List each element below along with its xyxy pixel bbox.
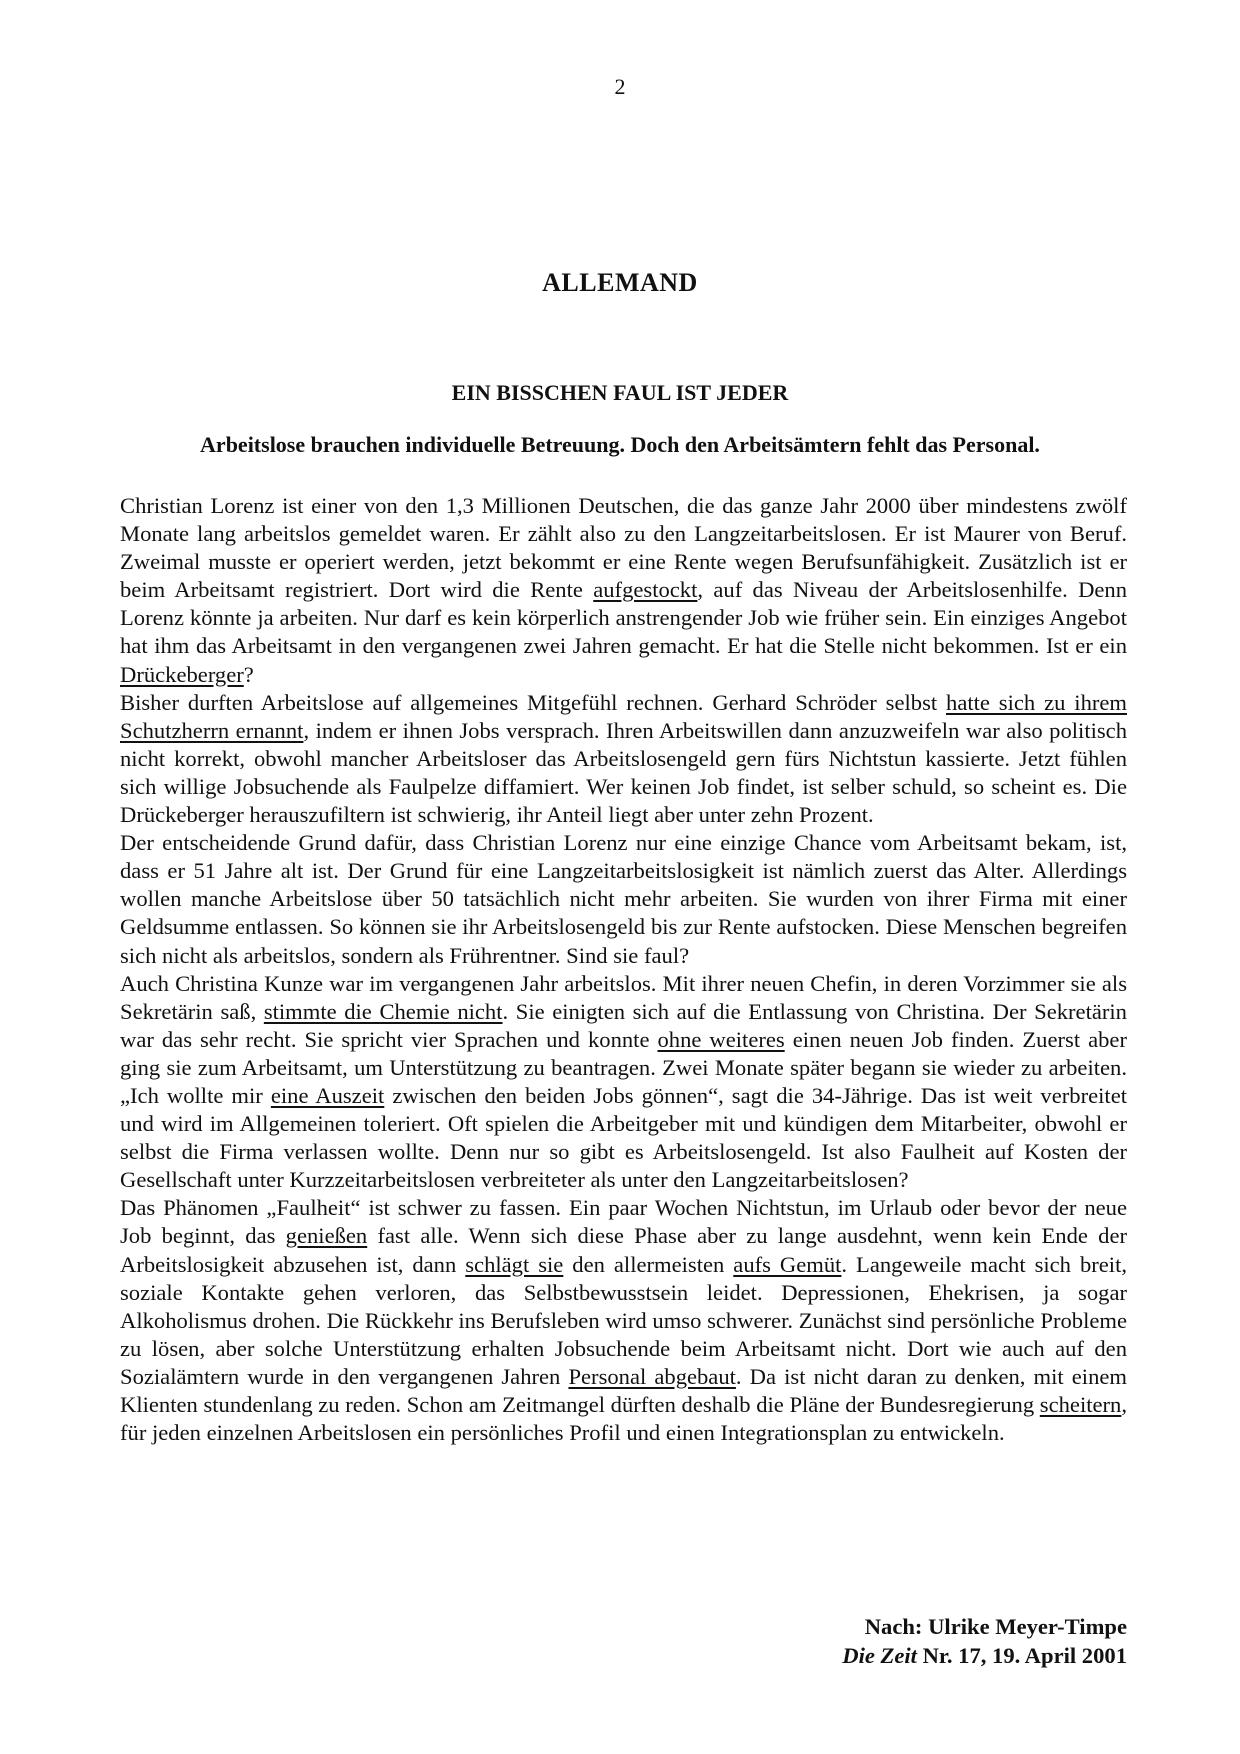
paragraph-3: Der entscheidende Grund dafür, dass Christian Lorenz nur eine einzige Chance vom Arbeitsamt bekam, ist, dass er 51 Jahre alt ist. Der Grund für eine Langzeitarbeitslosigkeit ist nämlich zuerst das Alter. Allerdings wollen manche Arbeitslose über 50 tatsächlich nicht mehr arbeiten. Sie wurden von ihrer Firma mit einer Geldsumme entlassen. So können sie ihr Arbeitslosengeld bis zur Rente aufstocken. Diese Menschen begreifen sich nicht als arbeitslos, sondern als Frührentner. Sind sie faul? bbox=[120, 830, 1127, 968]
underlined-term: ohne weiteres bbox=[657, 1026, 785, 1052]
article-title: EIN BISSCHEN FAUL IST JEDER bbox=[451, 380, 789, 405]
paragraph-1: Christian Lorenz ist einer von den 1,3 Millionen Deutschen, die das ganze Jahr 2000 über mindestens zwölf Monate lang arbeitslos gemeldet waren. Er zählt also zu den Langzeitarbeitslosen. Er ist Maurer von Beruf. Zweimal musste er operiert werden, jetzt bekommt er eine Rente wegen Berufsunfähigkeit. Zusätzlich ist er beim Arbeitsamt registriert. Dort wird die Rente aufgestockt, auf das Niveau der Arbeitslosenhilfe. Denn Lorenz könnte ja arbeiten. Nur darf es kein körperlich anstrengender Job wie früher sein. Ein einziges Angebot hat ihm das Arbeitsamt in den vergangenen zwei Jahren gemacht. Er hat die Stelle nicht bekommen. Ist er ein Drückeberger? bbox=[120, 493, 1128, 687]
page-number: 2 bbox=[614, 74, 626, 99]
source-publication-line bbox=[842, 1641, 1127, 1670]
article-subtitle: Arbeitslose brauchen individuelle Betreuung. Doch den Arbeitsämtern fehlt das Personal. bbox=[200, 432, 1040, 457]
article-body bbox=[120, 492, 1127, 1447]
underlined-term: aufs Gemüt bbox=[733, 1251, 842, 1277]
underlined-term: schlägt sie bbox=[465, 1251, 564, 1277]
paragraph-5: Das Phänomen „Faulheit“ ist schwer zu fassen. Ein paar Wochen Nichtstun, im Urlaub oder bevor der neue Job beginnt, das genießen fast alle. Wenn sich diese Phase aber zu lange ausdehnt, wenn kein Ende der Arbeitslosigkeit abzusehen ist, dann schlägt sie den allermeisten aufs Gemüt. Langeweile macht sich breit, soziale Kontakte gehen verloren, das Selbstbewusstsein leidet. Depressionen, Ehekrisen, ja sogar Alkoholismus drohen. Die Rückkehr ins Berufsleben wird umso schwerer. Zunächst sind persönliche Probleme zu lösen, aber solche Unterstützung erhalten Jobsuchende beim Arbeitsamt nicht. Dort wie auch auf den Sozialämtern wurde in den vergangenen Jahren Personal abgebaut. Da ist nicht daran zu denken, mit einem Klienten stundenlang zu reden. Schon am Zeitmangel dürften deshalb die Pläne der Bundesregierung scheitern, für jeden einzelnen Arbeitslosen ein persönliches Profil und einen Integrationsplan zu entwickeln. bbox=[120, 1195, 1128, 1446]
source-author: Nach: Ulrike Meyer-Timpe bbox=[864, 1614, 1127, 1639]
paragraph-2: Bisher durften Arbeitslose auf allgemeines Mitgefühl rechnen. Gerhard Schröder selbst hatte sich zu ihrem Schutzherrn ernannt, indem er ihnen Jobs versprach. Ihren Arbeitswillen dann anzuzweifeln war also politisch nicht korrekt, obwohl mancher Arbeitsloser das Arbeitslosengeld gern fürs Nichtstun kassierte. Jetzt fühlen sich willige Jobsuchende als Faulpelze diffamiert. Wer keinen Job findet, ist selber schuld, so scheint es. Die Drückeberger herauszufiltern ist schwierig, ihr Anteil liegt aber unter zehn Prozent. bbox=[120, 689, 1127, 828]
underlined-term: Drückeberger bbox=[120, 661, 244, 687]
subject-title: ALLEMAND bbox=[542, 268, 698, 297]
underlined-term: eine Auszeit bbox=[270, 1082, 385, 1108]
paragraph-4: Auch Christina Kunze war im vergangenen Jahr arbeitslos. Mit ihrer neuen Chefin, in deren Vorzimmer sie als Sekretärin saß, stimmte die Chemie nicht. Sie einigten sich auf die Entlassung von Christina. Der Sekretärin war das sehr recht. Sie spricht vier Sprachen und konnte ohne weiteres einen neuen Job finden. Zuerst aber ging sie zum Arbeitsamt, um Unterstützung zu beantragen. Zwei Monate später begann sie wieder zu arbeiten. „Ich wollte mir eine Auszeit zwischen den beiden Jobs gönnen“, sagt die 34-Jährige. Das ist weit verbreitet und wird im Allgemeinen toleriert. Oft spielen die Arbeitgeber mit und kündigen dem Mitarbeiter, obwohl er selbst die Firma verlassen wollte. Denn nur so gibt es Arbeitslosengeld. Ist also Faulheit auf Kosten der Gesellschaft unter Kurzzeitarbeitslosen verbreiteter als unter den Langzeitarbeitslosen? bbox=[120, 970, 1127, 1193]
publication-issue: Nr. 17, 19. April 2001 bbox=[916, 1643, 1127, 1668]
underlined-term: scheitern bbox=[1039, 1392, 1122, 1417]
source-citation bbox=[842, 1612, 1127, 1670]
publication-name: Die Zeit bbox=[842, 1643, 917, 1668]
underlined-term: genießen bbox=[285, 1223, 368, 1249]
underlined-term: stimmte die Chemie nicht bbox=[263, 998, 503, 1024]
underlined-term: aufgestockt bbox=[593, 577, 698, 603]
underlined-term: Personal abgebaut bbox=[568, 1363, 736, 1389]
underlined-term: hatte sich zu ihrem Schutzherrn ernannt bbox=[120, 689, 1127, 743]
